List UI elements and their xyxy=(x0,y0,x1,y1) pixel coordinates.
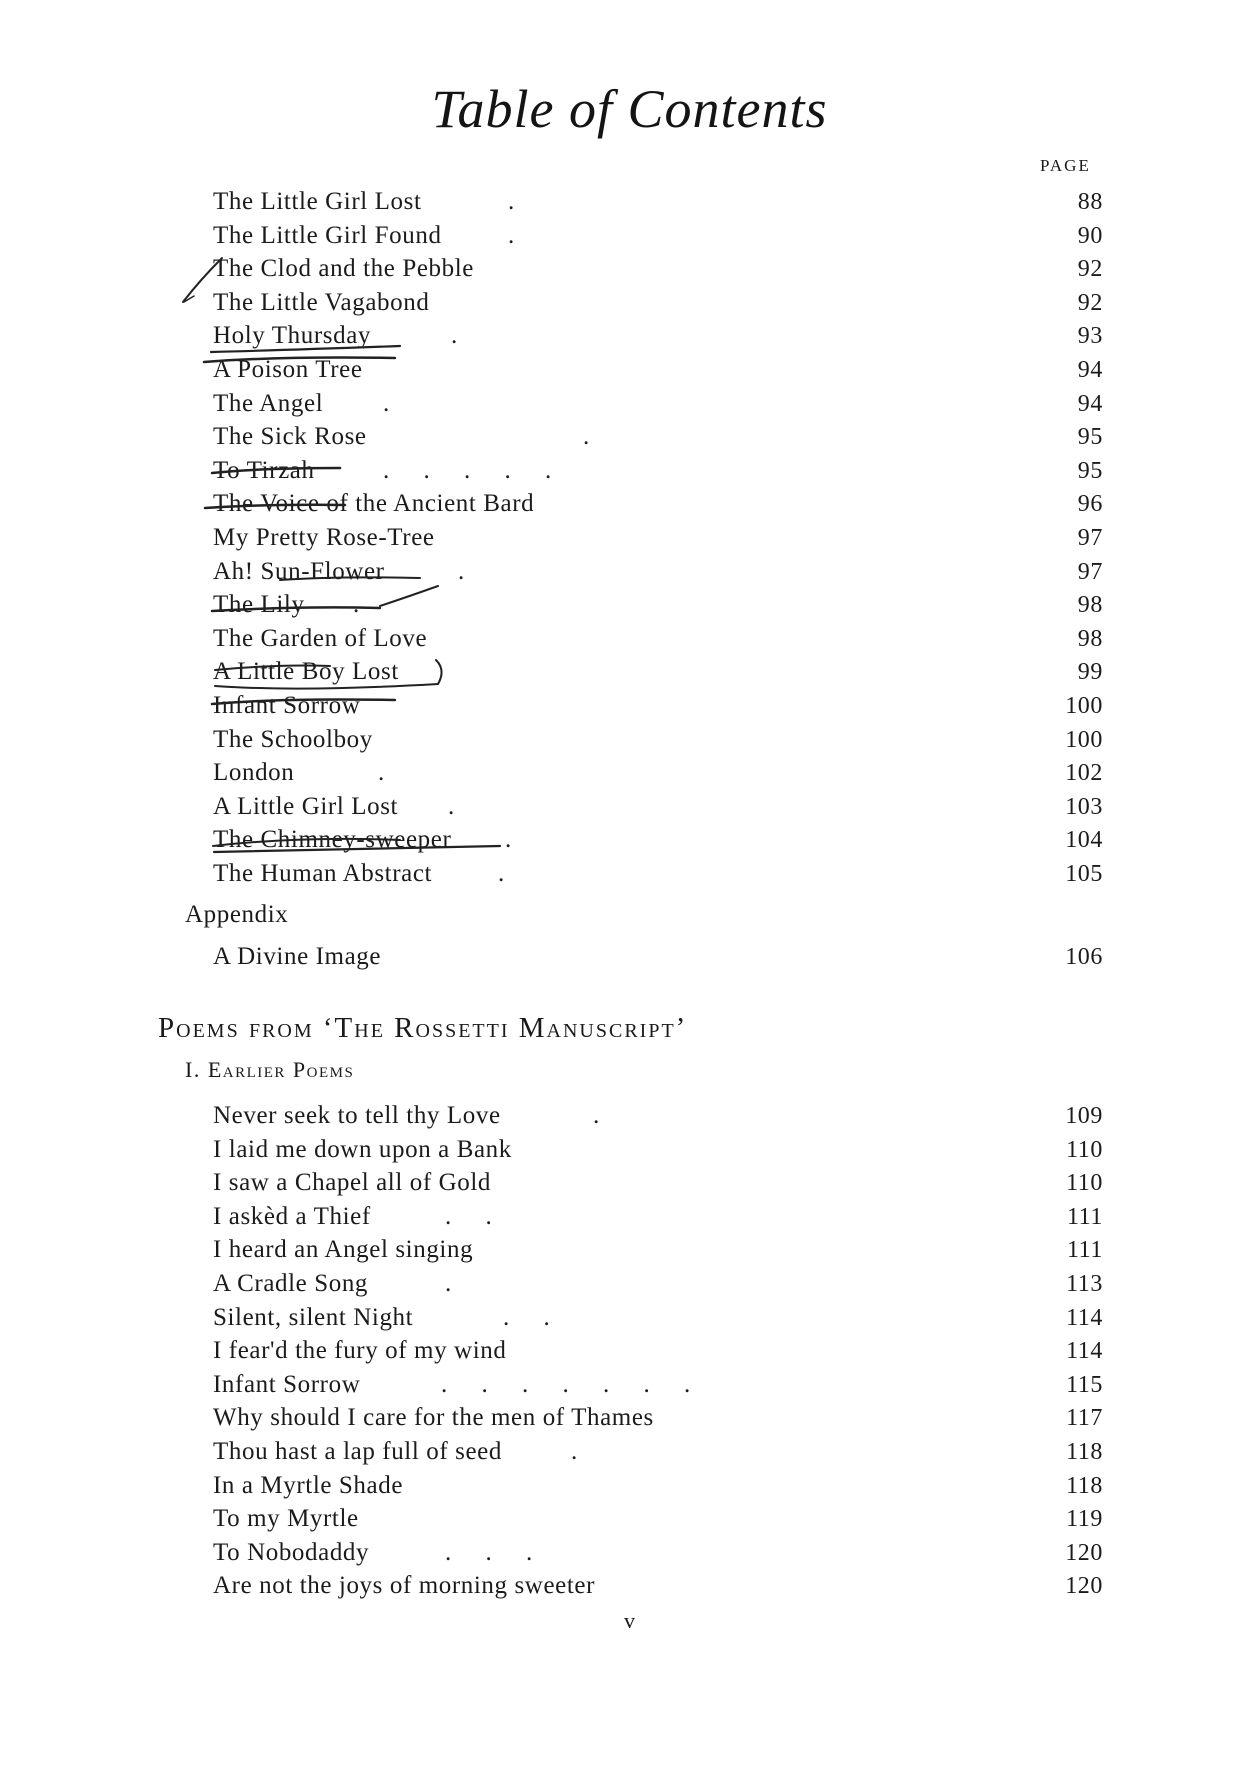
toc-entry-page-number: 98 xyxy=(1077,592,1103,619)
toc-entry-title: Infant Sorrow xyxy=(213,1370,361,1398)
toc-entry-leader-dots: . xyxy=(383,389,390,417)
toc-entry-page-number: 100 xyxy=(1065,693,1103,719)
toc-entry-page-number: 104 xyxy=(1065,827,1103,854)
toc-entry-page-number: 95 xyxy=(1077,457,1103,484)
toc-entry-page-number: 94 xyxy=(1077,390,1103,417)
toc-entry-page-number: 119 xyxy=(1066,1506,1103,1533)
toc-entry-title: To Nobodaddy xyxy=(213,1538,370,1566)
toc-entry-leader-dots: . xyxy=(353,591,360,619)
toc-entry xyxy=(213,389,1103,419)
toc-entry-page-number: 100 xyxy=(1065,726,1103,753)
toc-entry-page-number: 92 xyxy=(1077,256,1103,283)
toc-entry-leader-dots: . xyxy=(583,423,590,451)
toc-entry-page-number: 99 xyxy=(1077,659,1103,686)
toc-entry-page-number: 110 xyxy=(1066,1136,1103,1163)
toc-entry xyxy=(213,422,1103,452)
toc-entry-page-number: 103 xyxy=(1065,793,1103,820)
section-heading-rossetti-manuscript: Poems from ‘The Rossetti Manuscript’ xyxy=(158,1012,688,1044)
toc-entry-page-number: 94 xyxy=(1077,357,1103,383)
toc-entry-leader-dots: . . xyxy=(445,1202,492,1230)
toc-entry-leader-dots: . xyxy=(451,322,458,350)
toc-entry-page-number: 113 xyxy=(1066,1271,1103,1297)
toc-entry-leader-dots: . . xyxy=(503,1303,550,1331)
toc-entry-title: The Little Vagabond xyxy=(213,288,430,316)
toc-entry xyxy=(213,523,1103,553)
toc-entry-title: A Little Girl Lost xyxy=(213,792,399,820)
page-folio: v xyxy=(624,1608,635,1633)
toc-entry-page-number: 109 xyxy=(1065,1103,1103,1129)
toc-entry-title: The Sick Rose xyxy=(213,423,367,451)
toc-entry xyxy=(213,1437,1103,1467)
toc-entry-leader-dots: . . . xyxy=(445,1538,533,1566)
toc-entry-page-number: 93 xyxy=(1077,323,1103,350)
toc-entry-title: A Little Boy Lost xyxy=(213,658,399,686)
toc-entry-title: The Little Girl Found xyxy=(213,221,442,249)
toc-entry xyxy=(213,1403,1103,1433)
toc-entry-leader-dots: . . . . . . . xyxy=(441,1370,691,1398)
toc-entry-title: A Cradle Song xyxy=(213,1270,369,1297)
toc-entry-page-number: 105 xyxy=(1065,861,1103,887)
toc-entry xyxy=(213,1269,1103,1299)
toc-entry-title: The Angel xyxy=(213,389,324,417)
toc-entry xyxy=(213,557,1103,587)
toc-entry-title: Never seek to tell thy Love xyxy=(213,1102,501,1129)
toc-entry-title: The Little Girl Lost xyxy=(213,188,422,215)
toc-entry-page-number: 120 xyxy=(1065,1573,1103,1600)
toc-entry xyxy=(213,187,1103,217)
toc-entry-title: London xyxy=(213,759,295,787)
toc-entry-page-number: 90 xyxy=(1077,222,1103,249)
toc-entry-title: I fear'd the fury of my wind xyxy=(213,1337,507,1365)
toc-entry-page-number: 96 xyxy=(1077,491,1103,518)
toc-entry-page-number: 117 xyxy=(1066,1405,1103,1432)
toc-entry-page-number: 97 xyxy=(1077,558,1103,585)
toc-entry-leader-dots: . . . . . xyxy=(383,456,552,484)
toc-entry-page-number: 88 xyxy=(1077,189,1103,215)
toc-entry xyxy=(213,1101,1103,1131)
toc-entry xyxy=(213,221,1103,251)
toc-entry-leader-dots: . xyxy=(378,759,385,787)
toc-entry-leader-dots: . xyxy=(448,792,455,820)
toc-entry xyxy=(213,321,1103,351)
toc-entry-leader-dots: . xyxy=(508,188,515,215)
toc-entry-title: Are not the joys of morning sweeter xyxy=(213,1572,596,1600)
toc-entry-title: Infant Sorrow xyxy=(213,692,361,719)
toc-entry-page-number: 110 xyxy=(1066,1170,1103,1197)
toc-entry-leader-dots: . xyxy=(593,1102,600,1129)
toc-entry-title: Thou hast a lap full of seed xyxy=(213,1438,502,1465)
toc-entry-title: Ah! Sun-Flower xyxy=(213,557,385,585)
toc-entry-leader-dots: . xyxy=(498,860,505,887)
toc-entry-page-number: 118 xyxy=(1066,1472,1103,1499)
toc-entry-page-number: 115 xyxy=(1066,1371,1103,1398)
toc-entry xyxy=(213,1504,1103,1534)
toc-entry xyxy=(213,691,1103,721)
toc-entry xyxy=(213,355,1103,385)
toc-entry-page-number: 106 xyxy=(1065,944,1103,970)
toc-entry-title: A Poison Tree xyxy=(213,356,363,383)
toc-entry-leader-dots: . xyxy=(445,1270,452,1297)
subsection-heading-earlier-poems: I. Earlier Poems xyxy=(185,1057,355,1082)
toc-entry xyxy=(213,254,1103,284)
toc-entry xyxy=(213,1538,1103,1568)
toc-entry-title: I askèd a Thief xyxy=(213,1202,371,1230)
toc-entry-title: The Human Abstract xyxy=(213,860,433,887)
toc-entry-title: My Pretty Rose-Tree xyxy=(213,524,435,551)
page-column-header: PAGE xyxy=(1040,156,1091,175)
toc-entry xyxy=(213,1235,1103,1265)
toc-entry-leader-dots: . xyxy=(571,1438,578,1465)
toc-entry-page-number: 114 xyxy=(1066,1338,1103,1365)
toc-entry xyxy=(213,758,1103,788)
toc-entry-page-number: 98 xyxy=(1077,625,1103,652)
toc-entry-page-number: 111 xyxy=(1066,1237,1103,1264)
toc-entry-title: To my Myrtle xyxy=(213,1505,359,1533)
toc-entry xyxy=(213,1336,1103,1366)
toc-entry-leader-dots: . xyxy=(458,557,465,585)
toc-entry-page-number: 114 xyxy=(1066,1304,1103,1331)
toc-entry-title: The Schoolboy xyxy=(213,725,373,753)
toc-entry xyxy=(213,1370,1103,1400)
toc-entry-title: In a Myrtle Shade xyxy=(213,1471,404,1499)
page-title: Table of Contents xyxy=(431,79,828,139)
toc-entry-title: The Voice of the Ancient Bard xyxy=(213,490,535,518)
toc-entry xyxy=(213,657,1103,687)
toc-entry-page-number: 92 xyxy=(1077,289,1103,316)
toc-entry-page-number: 97 xyxy=(1077,525,1103,551)
toc-entry-title: Why should I care for the men of Thames xyxy=(213,1404,654,1432)
toc-entry xyxy=(213,1202,1103,1232)
toc-entry-title: I saw a Chapel all of Gold xyxy=(213,1169,492,1197)
toc-entry-title: I heard an Angel singing xyxy=(213,1236,474,1264)
toc-entry-title: Holy Thursday xyxy=(213,322,372,350)
toc-entry xyxy=(213,456,1103,486)
toc-entry xyxy=(213,942,1103,972)
toc-entry-title: A Divine Image xyxy=(213,943,382,970)
toc-entry xyxy=(213,825,1103,855)
toc-entry-title: I laid me down upon a Bank xyxy=(213,1135,512,1163)
appendix-heading: Appendix xyxy=(185,901,289,928)
toc-entry xyxy=(213,1135,1103,1165)
toc-entry xyxy=(213,1168,1103,1198)
toc-entry-page-number: 102 xyxy=(1065,760,1103,787)
toc-entry-title: Silent, silent Night xyxy=(213,1303,414,1331)
toc-entry-page-number: 95 xyxy=(1077,424,1103,451)
toc-entry-title: The Lily xyxy=(213,591,305,619)
toc-entry-title: The Clod and the Pebble xyxy=(213,255,474,283)
toc-entry-leader-dots: . xyxy=(505,826,512,854)
toc-entry xyxy=(213,489,1103,519)
toc-entry xyxy=(213,1471,1103,1501)
toc-entry xyxy=(213,1571,1103,1601)
toc-entry-title: To Tirzah xyxy=(213,456,315,484)
toc-entry xyxy=(213,590,1103,620)
toc-entry xyxy=(213,725,1103,755)
toc-entry xyxy=(213,288,1103,318)
toc-entry-title: The Chimney-sweeper xyxy=(213,826,452,854)
toc-entry xyxy=(213,624,1103,654)
toc-entry xyxy=(213,1303,1103,1333)
tick-mark-clod-and-pebble-tail xyxy=(184,296,194,302)
toc-entry-page-number: 111 xyxy=(1066,1203,1103,1230)
toc-entry-page-number: 118 xyxy=(1066,1439,1103,1465)
toc-entry-page-number: 120 xyxy=(1065,1539,1103,1566)
toc-entry-leader-dots: . xyxy=(508,221,515,249)
toc-entry xyxy=(213,792,1103,822)
toc-entry-title: The Garden of Love xyxy=(213,624,428,652)
toc-entry xyxy=(213,859,1103,889)
